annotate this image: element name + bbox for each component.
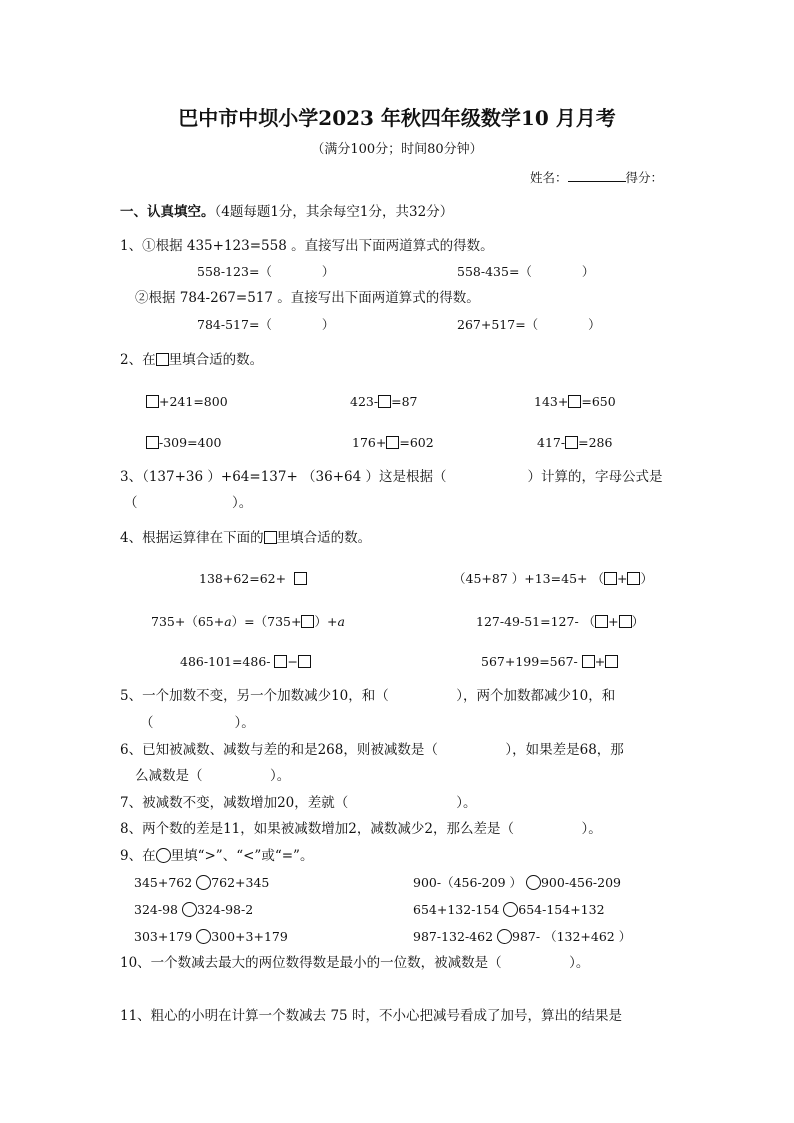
q4-r1b-mid: +	[616, 571, 628, 586]
q4-r1a	[199, 569, 307, 589]
q3-line2: （ ）。	[124, 495, 253, 511]
q4-r2b-text: 127-49-51=127- （	[476, 614, 596, 629]
circle-icon[interactable]	[196, 929, 211, 944]
q4-r2b-end: ）	[631, 614, 645, 629]
q2-r1c1	[146, 392, 228, 412]
q2-r2c3-tail: =286	[578, 435, 613, 450]
q6-line2: 么减数是（ ）。	[135, 768, 291, 784]
q9-r2a-right: 324-98-2	[196, 902, 254, 917]
q9-r1b	[413, 873, 621, 893]
q4-r2a-text: 735+（65+	[151, 614, 225, 629]
square-box-icon[interactable]	[627, 572, 640, 585]
q2-r1c2	[350, 392, 417, 412]
circle-icon[interactable]	[497, 929, 512, 944]
q2-r2c1-text: -309=400	[159, 435, 222, 450]
q4-r3b-mid: +	[594, 654, 606, 669]
section-heading	[120, 202, 453, 222]
square-box-icon[interactable]	[298, 655, 311, 668]
q11-line: 11、粗心的小明在计算一个数减去 75 时，不小心把减号看成了加号，算出的结果是	[120, 1008, 622, 1024]
q4-r2a-var: a	[224, 614, 232, 629]
q2-r2c3-text: 417-	[537, 435, 566, 450]
q4-r1b-end: ）	[640, 571, 653, 586]
q4-r3a-text: 486-101=486-	[180, 654, 271, 669]
square-box-icon[interactable]	[565, 436, 578, 449]
square-box-icon[interactable]	[619, 615, 632, 628]
q4-r2b	[476, 612, 644, 632]
q9-text-tail: 里填“>”、“<”或“=”。	[170, 848, 314, 864]
q4-r3b-text: 567+199=567-	[481, 654, 578, 669]
q2-r2c1	[146, 433, 221, 453]
q4-line	[120, 528, 371, 548]
q1-line2: ②根据 784-267=517 。直接写出下面两道算式的得数。	[135, 290, 480, 306]
square-box-icon[interactable]	[386, 436, 399, 449]
q9-r1a-left: 345+762	[134, 875, 193, 890]
square-box-icon[interactable]	[595, 615, 608, 628]
q2-r1c3-text: 143+	[534, 394, 569, 409]
q4-r3b	[481, 652, 618, 672]
q1-a2: 558-435=（ ）	[457, 264, 595, 279]
score-label: 得分：	[625, 170, 664, 185]
q9-r1a	[134, 873, 269, 893]
q1-b2: 267+517=（ ）	[457, 317, 601, 332]
square-box-icon[interactable]	[301, 615, 314, 628]
q2-r2c2	[352, 433, 434, 453]
circle-icon[interactable]	[196, 875, 211, 890]
square-box-icon[interactable]	[568, 395, 581, 408]
q9-r1b-left: 900-（456-209 ）	[413, 875, 522, 890]
q9-r3a	[134, 927, 288, 947]
square-box-icon[interactable]	[582, 655, 595, 668]
q4-r1a-text: 138+62=62+	[199, 571, 287, 586]
q9-r3b	[413, 927, 631, 947]
q1-b1: 784-517=（ ）	[197, 317, 335, 332]
q2-r1c1-text: +241=800	[159, 394, 228, 409]
q9-r2a	[134, 900, 253, 920]
q4-r3a	[180, 652, 311, 672]
q9-r3a-right: 300+3+179	[211, 929, 288, 944]
q5-line1: 5、一个加数不变，另一个加数减少10，和（ ），两个加数都减少10，和	[120, 688, 616, 704]
q2-r1c2-tail: =87	[391, 394, 418, 409]
square-box-icon	[156, 353, 169, 366]
square-box-icon[interactable]	[604, 572, 617, 585]
q4-r1b-text: （45+87 ）+13=45+ （	[453, 571, 604, 586]
name-blank[interactable]	[568, 169, 626, 182]
q2-r1c3-tail: =650	[581, 394, 616, 409]
q9-r1a-right: 762+345	[211, 875, 270, 890]
q3-line1: 3、（137+36 ）+64=137+ （36+64 ）这是根据（ ）计算的，字母公式是	[120, 469, 663, 485]
circle-icon	[156, 848, 171, 863]
q1-a1: 558-123=（ ）	[197, 264, 335, 279]
q10-line: 10、一个数减去最大的两位数得数是最小的一位数，被减数是（ ）。	[120, 955, 590, 971]
q9-r2b	[413, 900, 605, 920]
square-box-icon[interactable]	[146, 395, 159, 408]
q2-r2c2-text: 176+	[352, 435, 387, 450]
q2-r1c3	[534, 392, 616, 412]
square-box-icon[interactable]	[294, 572, 307, 585]
section-title: 一、认真填空。	[120, 204, 215, 220]
q2-text: 2、在	[120, 352, 156, 368]
q9-r3b-right: 987- （132+462 ）	[512, 929, 632, 944]
q8-line: 8、两个数的差是11，如果被减数增加2，减数减少2，那么差是（ ）。	[120, 821, 602, 837]
q7-line: 7、被减数不变，减数增加20，差就（ ）。	[120, 795, 477, 811]
q4-r2a-var2: a	[337, 614, 345, 629]
q4-text: 4、根据运算律在下面的	[120, 530, 264, 546]
q2-r1c2-text: 423-	[350, 394, 379, 409]
circle-icon[interactable]	[503, 902, 518, 917]
q4-r3a-mid: −	[287, 654, 298, 669]
q2-line	[120, 350, 263, 370]
section-note: （4题每题1分，其余每空1分，共32分）	[214, 204, 454, 220]
q4-r1b	[453, 569, 653, 589]
q6-line1: 6、已知被减数、减数与差的和是268，则被减数是（ ），如果差是68，那	[120, 742, 624, 758]
q9-text: 9、在	[120, 848, 156, 864]
q2-text-tail: 里填合适的数。	[168, 352, 264, 368]
square-box-icon[interactable]	[605, 655, 618, 668]
square-box-icon[interactable]	[378, 395, 391, 408]
square-box-icon[interactable]	[146, 436, 159, 449]
q4-r2a	[151, 612, 345, 632]
q9-r1b-right: 900-456-209	[540, 875, 622, 890]
q4-text-tail: 里填合适的数。	[276, 530, 372, 546]
q9-line	[120, 846, 313, 866]
student-info	[530, 168, 663, 188]
q5-line2: （ ）。	[140, 715, 255, 731]
q4-r2a-end: ）+	[314, 614, 338, 629]
page-title: 巴中市中坝小学2023 年秋四年级数学10 月月考	[178, 106, 616, 130]
q9-r2b-right: 654-154+132	[518, 902, 605, 917]
square-box-icon	[264, 531, 277, 544]
q2-r2c2-tail: =602	[399, 435, 434, 450]
q9-r3a-left: 303+179	[134, 929, 193, 944]
circle-icon[interactable]	[182, 902, 197, 917]
q4-r2a-mid: ）=（735+	[231, 614, 302, 629]
q9-r2b-left: 654+132-154	[413, 902, 500, 917]
q2-r2c3	[537, 433, 612, 453]
q9-r2a-left: 324-98	[134, 902, 178, 917]
name-label: 姓名：	[530, 170, 568, 185]
page-subtitle: （满分100分；时间80分钟）	[311, 142, 483, 157]
circle-icon[interactable]	[526, 875, 541, 890]
square-box-icon[interactable]	[274, 655, 287, 668]
q9-r3b-left: 987-132-462	[413, 929, 494, 944]
q1-line1: 1、①根据 435+123=558 。直接写出下面两道算式的得数。	[120, 238, 494, 254]
q4-r2b-mid: +	[608, 614, 619, 629]
